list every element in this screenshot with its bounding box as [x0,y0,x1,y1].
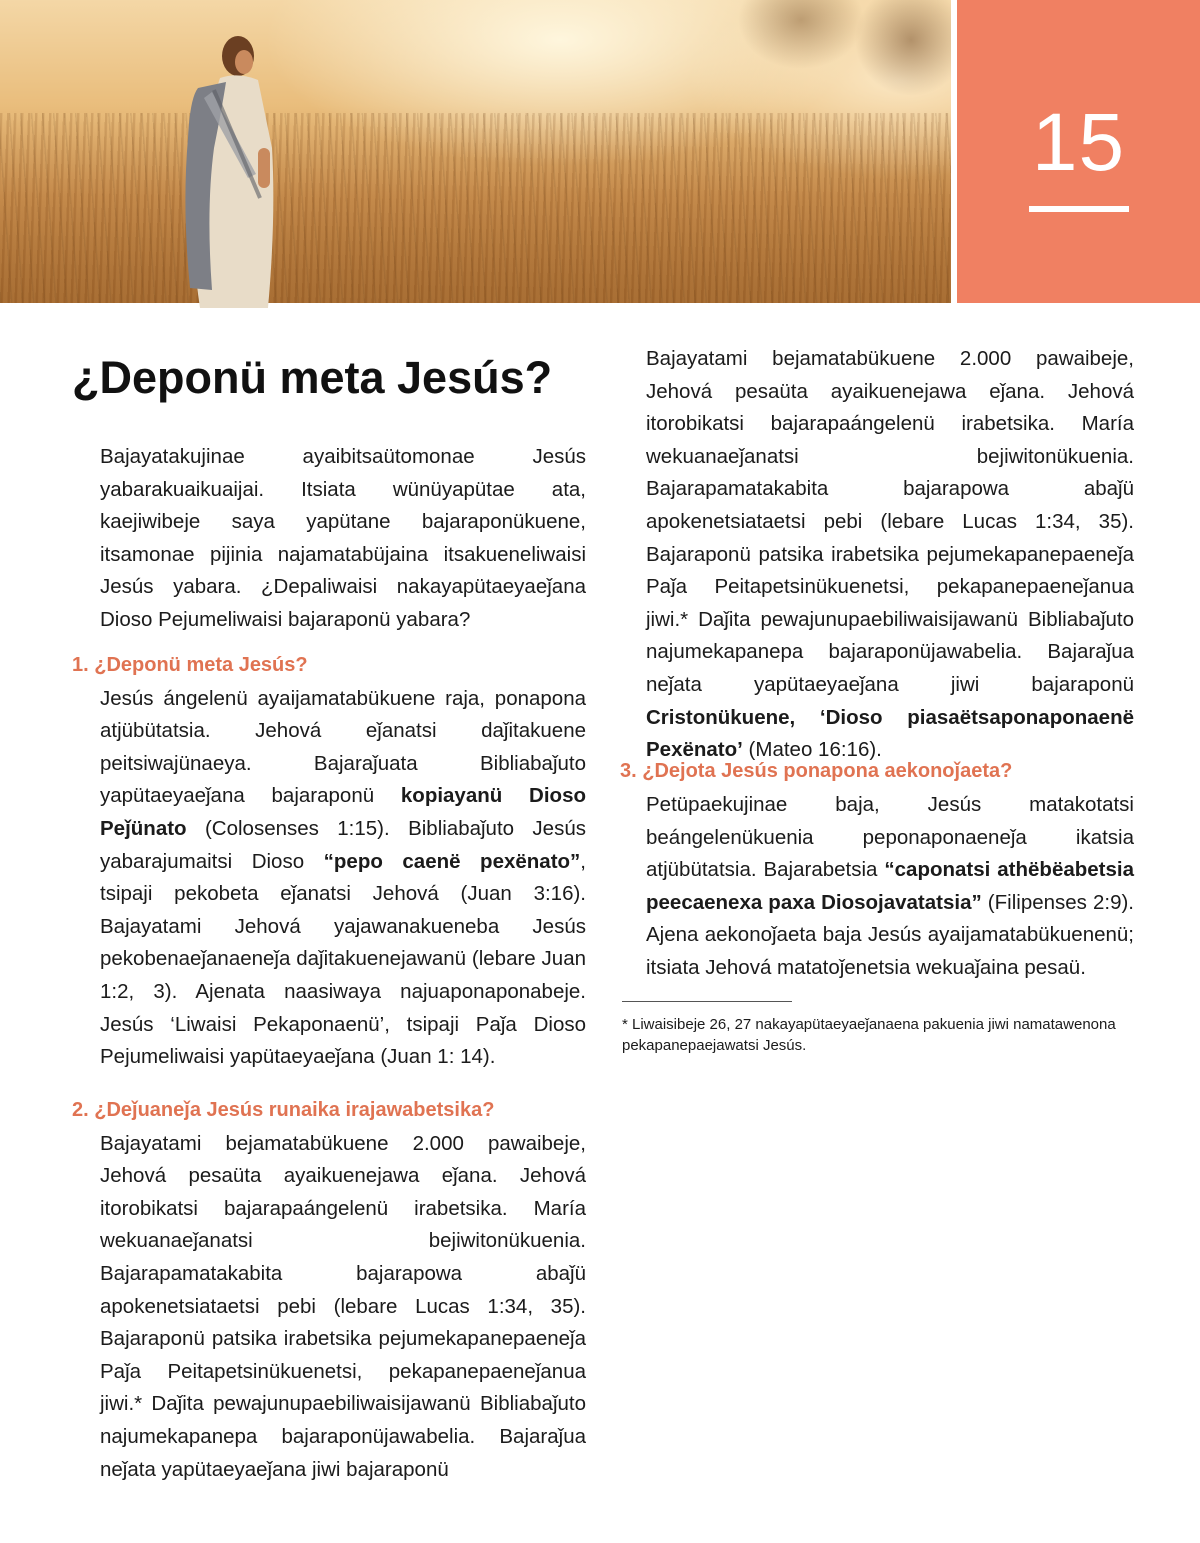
question-3-paragraph: Petüpaekujinae baja, Jesús matakotatsi beángelenükuenia peponaponaeneǰa ikatsia atjübütatsia. Bajarabetsia “caponatsi athëbëabetsia peecaenexa paxa Diosojavatatsia” (Filipenses 2:9). Ajena aekonoǰaeta baja Jesús ayaijamatabükuenenü; itsiata Jehová matatoǰenetsia wekuaǰaina pesaü. [646,793,1134,979]
right-column [620,347,1134,1056]
question-1-heading: 1. ¿Deponü meta Jesús? [72,653,308,676]
question-1-paragraph: Jesús ángelenü ayaijamatabükuene raja, ponapona atjübütatsia. Jehová eǰanatsi daǰitakuene peitsiwajünaeya. Bajaraǰuata Bibliabaǰuto yapütaeyaeǰana bajaraponü kopiayanü Dioso Peǰünato (Colosenses 1:15). Bibliabaǰuto Jesús yabarajumaitsi Dioso “pepo caenë pexënato”, tsipaji pekobeta eǰanatsi Jehová (Juan 3:16). Bajayatami Jehová yajawanakueneba Jesús pekobenaeǰanaeneǰa daǰitakuenejawanü (lebare Juan 1:2, 3). Ajenata naasiwaya najuaponaponabeje. Jesús ‘Liwaisi Pekaponaenü’, tsipaji Paǰa Dioso Pejumeliwaisi yapütaeyaeǰana (Juan 1: 14). [100,686,586,1069]
grass-field [0,113,951,303]
left-column [72,441,586,1481]
page-title: ¿Deponü meta Jesús? [72,352,553,403]
jesus-walking-figure [160,28,290,308]
chapter-number: 15 [1031,97,1126,188]
intro-paragraph: Bajayatakujinae ayaibitsaütomonae Jesús yabarakuaikuaijai. Itsiata wünüyapütae ata, kaejiwibeje saya yapütane bajaraponükuene, itsamonae pijinia najamatabüjaina itsakueneliwaisi Jesús yabara. ¿Depaliwaisi nakayapütaeyaeǰana Dioso Pejumeliwaisi bajaraponü yabara? [100,445,586,631]
bold-phrase: “caponatsi athëbëabetsia peecaenexa paxa Diosojavatatsia” [646,858,1134,914]
question-2-paragraph-part1: Bajayatami bejamatabükuene 2.000 pawaibeje, Jehová pesaüta ayaikuenejawa eǰana. Jehová itorobikatsi bajarapaángelenü irabetsika. María wekuanaeǰanatsi bejiwitonükuenia. Bajarapamatakabita bajarapowa abaǰü apokenetsiataetsi pebi (lebare Lucas 1:34, 35). Bajaraponü patsika irabetsika pejumekapanepaeneǰa Paǰa Peitapetsinükuenetsi, pekapanepaeneǰanua jiwi.* Daǰita pewajunupaebiliwaisijawanü Bibliabaǰuto najumekapanepa bajaraponüjawabelia. Bajaraǰua neǰata yapütaeyaeǰana jiwi bajaraponü [100,1131,586,1481]
question-2-heading: 2. ¿Deǰuaneǰa Jesús runaika irajawabetsika? [72,1098,495,1121]
chapter-number-box [957,0,1200,303]
footnote-divider [622,1001,792,1002]
question-2-paragraph-continued: Bajayatami bejamatabükuene 2.000 pawaibeje, Jehová pesaüta ayaikuenejawa eǰana. Jehová itorobikatsi bajarapaángelenü irabetsika. María wekuanaeǰanatsi bejiwitonükuenia. Bajarapamatakabita bajarapowa abaǰü apokenetsiataetsi pebi (lebare Lucas 1:34, 35). Bajaraponü patsika irabetsika pejumekapanepaeneǰa Paǰa Peitapetsinükuenetsi, pekapanepaeneǰanua jiwi.* Daǰita pewajunupaebiliwaisijawanü Bibliabaǰuto najumekapanepa bajaraponüjawabelia. Bajaraǰua neǰata yapütaeyaeǰana jiwi bajaraponü Cristonükuene, ‘Dioso piasaëtsaponaponaenë Pexënato’ (Mateo 16:16). [646,347,1134,762]
bold-phrase: kopiayanü Dioso Peǰünato [100,784,586,840]
bold-phrase: “pepo caenë pexënato” [323,849,581,873]
header-photo [0,0,951,303]
question-3-heading: 3. ¿Dejota Jesús ponapona aekonoǰaeta? [620,760,1013,782]
footnote: * Liwaisibeje 26, 27 nakayapütaeyaeǰanaena pakuenia jiwi namatawenona pekapanepaejawatsi Jesús. [622,1015,1116,1054]
bold-phrase: Cristonükuene, ‘Dioso piasaëtsaponaponaenë Pexënato’ [646,705,1134,762]
chapter-underline [1029,206,1129,212]
